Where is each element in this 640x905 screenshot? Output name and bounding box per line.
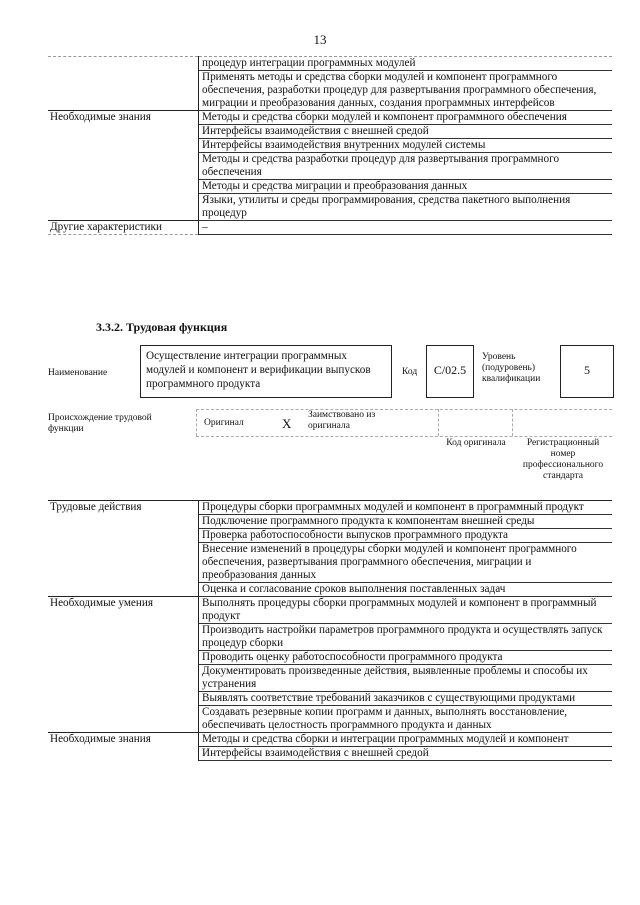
code-caption: Код оригинала — [446, 438, 506, 448]
table-row: Выполнять процедуры сборки программных модулей и компонент в программный продукт — [199, 597, 613, 624]
table-row: Производить настройки параметров программного продукта и осуществлять запуск процедур сборки — [199, 624, 613, 651]
group-label: Необходимые знания — [48, 733, 199, 761]
original-mark: X — [282, 416, 292, 431]
level-label: Уровень (подуровень) квалификации — [482, 352, 541, 384]
original-label: Оригинал — [204, 418, 244, 428]
table-row: Проводить оценку работоспособности программного продукта — [199, 651, 613, 665]
code-label: Код — [402, 367, 418, 377]
registration-caption: Регистрационный номер профессионального стандарта — [522, 438, 604, 481]
section-heading: 3.3.2. Трудовая функция — [96, 320, 228, 334]
table-row: – — [199, 221, 613, 235]
borrowed-label: Заимствовано из оригинала — [308, 410, 376, 431]
level-value-box: 5 — [560, 345, 614, 398]
function-code-box: C/02.5 — [426, 345, 474, 398]
group-label: Трудовые действия — [48, 501, 199, 597]
group-label: Необходимые умения — [48, 597, 199, 733]
skills-knowledge-table-continued — [48, 56, 612, 235]
table-row: Методы и средства миграции и преобразования данных — [199, 180, 613, 194]
table-row: Процедуры сборки программных модулей и компонент в программный продукт — [199, 501, 613, 515]
table-row: Интерфейсы взаимодействия с внешней средой — [199, 747, 613, 761]
function-name-box: Осуществление интеграции программных модулей и компонент и верификации выпусков программного продукта — [140, 345, 392, 398]
table-row: Создавать резервные копии программ и данных, выполнять восстановление, обеспечивать целостность программного продукта и данных — [199, 706, 613, 733]
group-label: Другие характеристики — [48, 221, 199, 235]
table-row: Документировать произведенные действия, выявленные проблемы и способы их устранения — [199, 665, 613, 692]
table-row: Выявлять соответствие требований заказчиков с существующими продуктами — [199, 692, 613, 706]
table-row: Оценка и согласование сроков выполнения поставленных задач — [199, 583, 613, 597]
table-row: Языки, утилиты и среды программирования, средства пакетного выполнения процедур — [199, 194, 613, 221]
group-label: Необходимые знания — [48, 111, 199, 221]
table-row: Подключение программного продукта к компонентам внешней среды — [199, 515, 613, 529]
table-row: Интерфейсы взаимодействия с внешней средой — [199, 125, 613, 139]
table-row: Применять методы и средства сборки модулей и компонент программного обеспечения, разработки процедур для развертывания программного обеспечения, миграции и преобразования данных, создания программных интерфейсов — [199, 71, 613, 111]
table-row: Методы и средства сборки модулей и компонент программного обеспечения — [199, 111, 613, 125]
table-row: Методы и средства сборки и интеграции программных модулей и компонент — [199, 733, 613, 747]
table-row: Внесение изменений в процедуры сборки модулей и компонент программного обеспечения, развертывания программного обеспечения, миграции и преобразования данных — [199, 543, 613, 583]
table-row: Методы и средства разработки процедур для развертывания программного обеспечения — [199, 153, 613, 180]
name-label: Наименование — [48, 368, 108, 378]
page-number: 13 — [313, 32, 327, 47]
table-row: процедур интеграции программных модулей — [199, 57, 613, 71]
group-label — [48, 57, 199, 111]
origin-label: Происхождение трудовой функции — [48, 413, 152, 434]
table-row: Проверка работоспособности выпусков программного продукта — [199, 529, 613, 543]
labor-function-table — [48, 500, 612, 761]
table-row: Интерфейсы взаимодействия внутренних модулей системы — [199, 139, 613, 153]
